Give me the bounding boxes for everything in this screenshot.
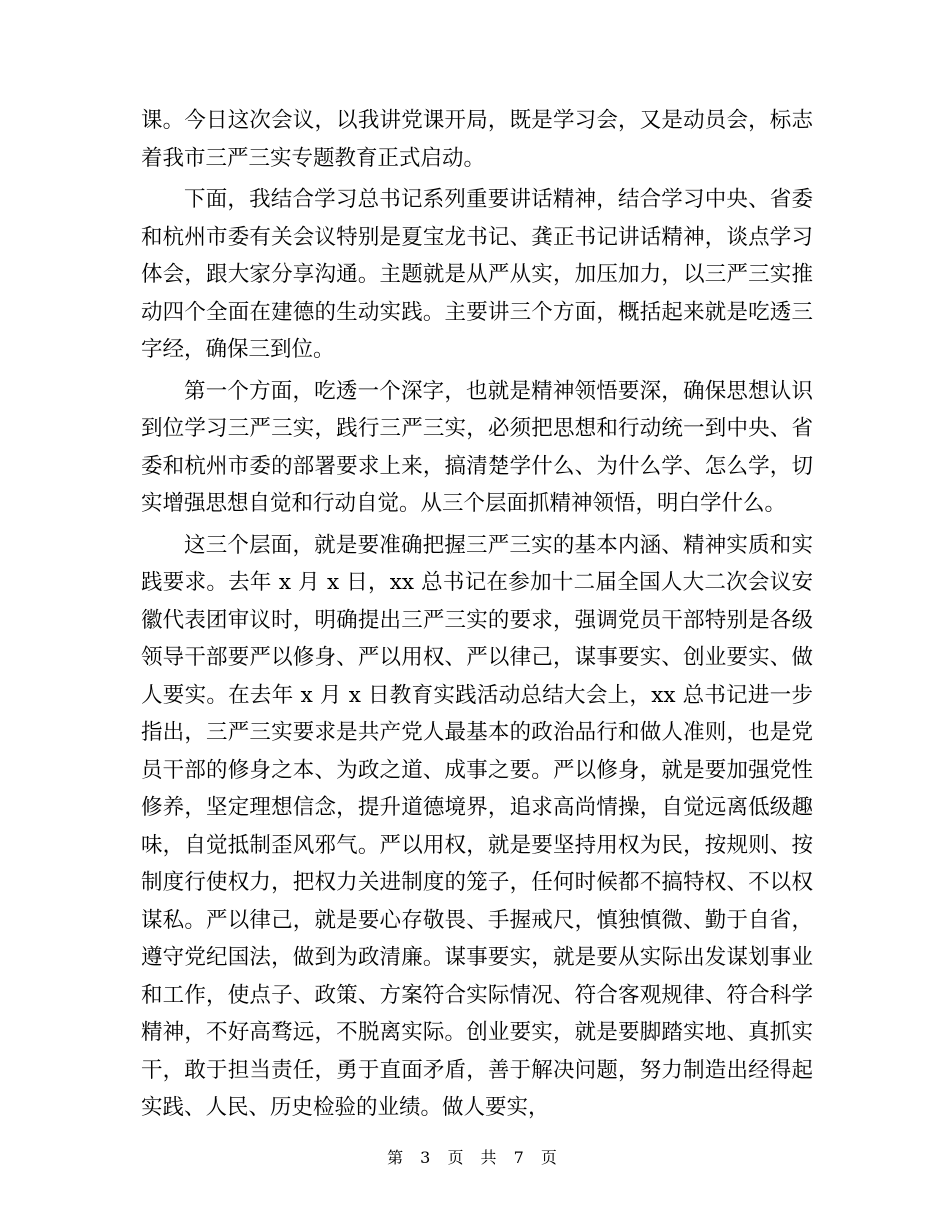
paragraph-1: 课。今日这次会议，以我讲党课开局，既是学习会，又是动员会，标志着我市三严三实专题教育正式启动。 xyxy=(141,108,813,171)
paragraph-3: 第一个方面，吃透一个深字，也就是精神领悟要深，确保思想认识到位学习三严三实，践行三严三实，必须把思想和行动统一到中央、省委和杭州市委的部署要求上来，搞清楚学什么、为什么学、怎么学，切实增强思想自觉和行动自觉。从三个层面抓精神领悟，明白学什么。 xyxy=(141,378,813,516)
paragraph-4: 这三个层面，就是要准确把握三严三实的基本内涵、精神实质和实践要求。去年 x 月 x 日，xx 总书记在参加十二届全国人大二次会议安徽代表团审议时，明确提出三严三实的要求，强调党员干部特别是各级领导干部要严以修身、严以用权、严以律己，谋事要实、创业要实、做人要实。在去年 x 月 x 日教育实践活动总结大会上，xx 总书记进一步指出，三严三实要求是共产党人最基本的政治品行和做人准则，也是党员干部的修身之本、为政之道、成事之要。严以修身，就是要加强党性修养，坚定理想信念，提升道德境界，追求高尚情操，自觉远离低级趣味，自觉抵制歪风邪气。严以用权，就是要坚持用权为民，按规则、按制度行使权力，把权力关进制度的笼子，任何时候都不搞特权、不以权谋私。严以律己，就是要心存敬畏、手握戒尺，慎独慎微、勤于自省，遵守党纪国法，做到为政清廉。谋事要实，就是要从实际出发谋划事业和工作，使点子、政策、方案符合实际情况、符合客观规律、符合科学精神，不好高骛远，不脱离实际。创业要实，就是要脚踏实地、真抓实干，敢于担当责任，勇于直面矛盾，善于解决问题，努力制造出经得起实践、人民、历史检验的业绩。做人要实， xyxy=(141,532,813,1120)
page-number-footer: 第 3 页 共 7 页 xyxy=(387,1148,563,1167)
paragraph-2: 下面，我结合学习总书记系列重要讲话精神，结合学习中央、省委和杭州市委有关会议特别是夏宝龙书记、龚正书记讲话精神，谈点学习体会，跟大家分享沟通。主题就是从严从实，加压加力，以三严三实推动四个全面在建德的生动实践。主要讲三个方面，概括起来就是吃透三字经，确保三到位。 xyxy=(141,187,813,362)
document-body xyxy=(141,102,813,1131)
